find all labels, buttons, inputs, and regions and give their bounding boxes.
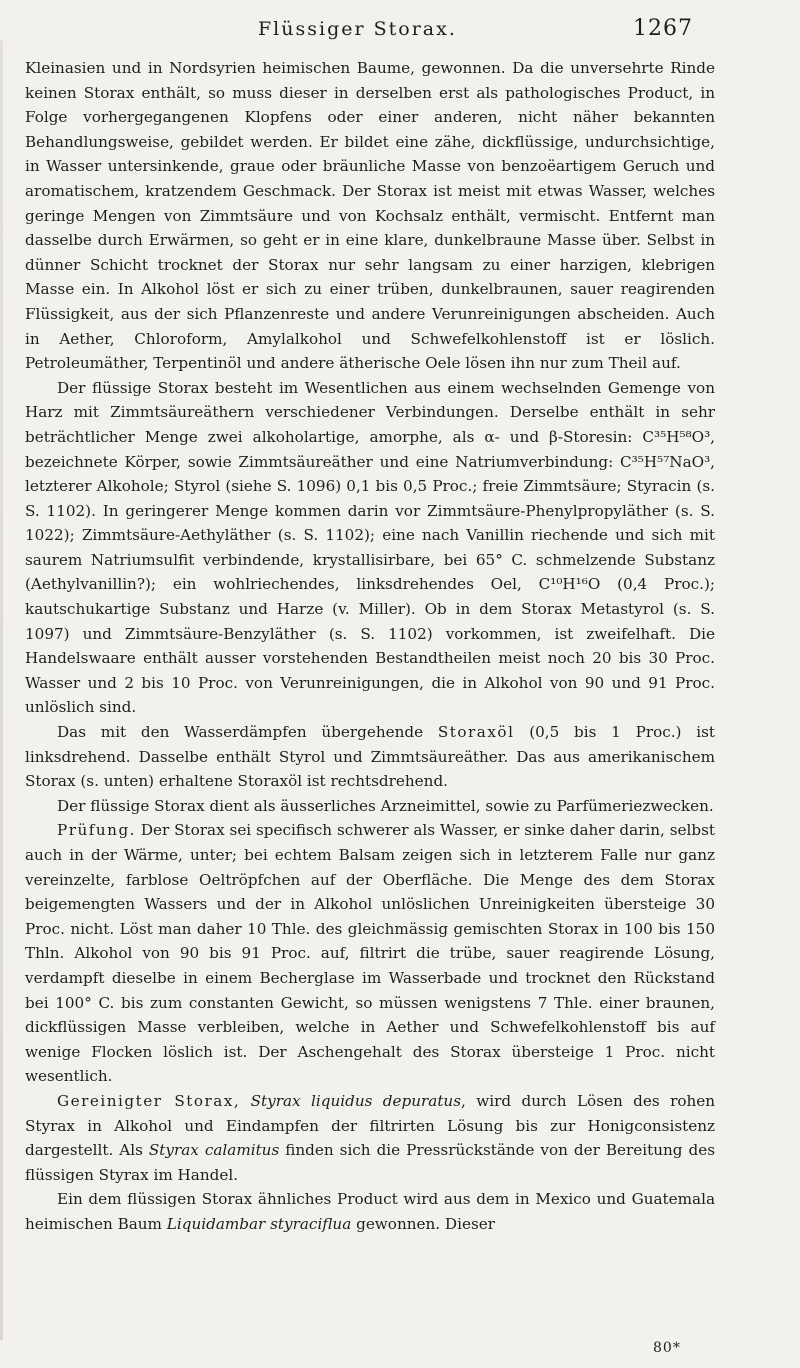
page-body [25, 56, 715, 1237]
page-header [0, 10, 800, 46]
running-title: Flüssiger Storax. [258, 18, 457, 40]
paragraph [25, 1187, 715, 1236]
paragraph [25, 818, 715, 1089]
page-number: 1267 [633, 16, 693, 41]
latin-name: Styrax liquidus depuratus [250, 1091, 462, 1110]
paragraph: Der flüssige Storax besteht im Wesentlichen aus einem wechselnden Gemenge von Harz mit Zimmtsäureäthern verschiedener Verbindungen. Derselbe enthält in sehr beträchtlicher Menge zwei alkoholartige, amorphe, als α- und β-Storesin: C³⁵H⁵⁸O³, bezeichnete Körper, sowie Zimmtsäureäther und eine Natriumverbindung: C³⁵H⁵⁷NaO³, letzterer Alkohole; Styrol (siehe S. 1096) 0,1 bis 0,5 Proc.; freie Zimmtsäure; Styracin (s. S. 1102). In geringerer Menge kommen darin vor Zimmtsäure-Phenylpropyläther (s. S. 1022); Zimmtsäure-Aethyläther (s. S. 1102); eine nach Vanillin riechende und sich mit saurem Natriumsulfit verbindende, krystallisirbare, bei 65° C. schmelzende Substanz (Aethylvanillin?); ein wohlriechendes, linksdrehendes Oel, C¹⁰H¹⁶O (0,4 Proc.); kautschukartige Substanz und Harze (v. Miller). Ob in dem Storax Metastyrol (s. S. 1097) und Zimmtsäure-Benzyläther (s. S. 1102) vorkommen, ist zweifelhaft. Die Handelswaare enthält ausser vorstehenden Bestandtheilen meist noch 20 bis 30 Proc. Wasser und 2 bis 10 Proc. von Verunreinigungen, die in Alkohol von 90 und 91 Proc. unlöslich sind. [25, 378, 715, 717]
text-run: gewonnen. Dieser [351, 1214, 495, 1233]
paragraph: Kleinasien und in Nordsyrien heimischen Baume, gewonnen. Da die unversehrte Rinde keinen Storax enthält, so muss dieser in derselben erst als pathologisches Product, in Folge vorhergegangenen Klopfens oder einer anderen, nicht näher bekannten Behandlungsweise, gebildet werden. Er bildet eine zähe, dickflüssige, undurchsichtige, in Wasser untersinkende, graue oder bräunliche Masse von benzoëartigem Geruch und aromatischem, kratzendem Geschmack. Der Storax ist meist mit etwas Wasser, welches geringe Mengen von Zimmtsäure und von Kochsalz enthält, vermischt. Entfernt man dasselbe durch Erwärmen, so geht er in eine klare, dunkelbraune Masse über. Selbst in dünner Schicht trocknet der Storax nur sehr langsam zu einer harzigen, klebrigen Masse ein. In Alkohol löst er sich zu einer trüben, dunkelbraunen, sauer reagirenden Flüssigkeit, aus der sich Pflanzenreste und andere Verunreinigungen abscheiden. Auch in Aether, Chloroform, Amylalkohol und Schwefelkohlenstoff ist er löslich. Petroleumäther, Terpentinöl und andere ätherische Oele lösen ihn nur zum Theil auf. [25, 59, 715, 373]
text-run: Der Storax sei specifisch schwerer als Wasser, er sinke daher darin, selbst auch in der Wärme, unter; bei echtem Balsam zeigen sich in letzterem Falle nur ganz vereinzelte, farblose Oeltröpfchen auf der Oberfläche. Die Menge des dem Storax beigemengten Wassers und der in Alkohol unlöslichen Unreinigkeiten übersteige 30 Proc. nicht. Löst man daher 10 Thle. des gleichmässig gemischten Storax in 100 bis 150 Thln. Alkohol von 90 bis 91 Proc. auf, filtrirt die trübe, sauer reagirende Lösung, verdampft dieselbe in einem Becherglase im Wasserbade und trocknet den Rückstand bei 100° C. bis zum constanten Gewicht, so müssen wenigstens 7 Thle. einer braunen, dickflüssigen Masse verbleiben, welche in Aether und Schwefelkohlenstoff bis auf wenige Flocken löslich ist. Der Aschengehalt des Storax übersteige 1 Proc. nicht wesentlich. [25, 821, 715, 1086]
text-run: finden sich die Pressrückstände von der Bereitung des flüssigen Styrax im Handel. [25, 1141, 715, 1184]
text-run: , wird durch Lösen des rohen Styrax in Alkohol und Eindampfen der filtrirten Lösung bis zur Honigconsistenz dargestellt. Als [25, 1091, 716, 1160]
text-run: Das mit den Wasserdämpfen übergehende [57, 723, 438, 742]
section-lead: Prüfung. [57, 821, 136, 840]
text-run: (0,5 bis 1 Proc.) ist linksdrehend. Dasselbe enthält Styrol und Zimmtsäureäther. Das aus amerikanischem Storax (s. unten) erhaltene Storaxöl ist rechtsdrehend. [25, 723, 715, 791]
section-lead: Gereinigter Storax, [57, 1091, 241, 1110]
paragraph [25, 720, 715, 794]
signature-mark: 80* [653, 1340, 681, 1356]
spaced-term: Storaxöl [437, 723, 515, 742]
text-run: Ein dem flüssigen Storax ähnliches Product wird aus dem in Mexico und Guatemala heimischen Baum [25, 1190, 715, 1233]
binding-shadow [0, 40, 3, 1340]
paragraph [25, 1089, 715, 1187]
paragraph: Der flüssige Storax dient als äusserliches Arzneimittel, sowie zu Parfümeriezwecken. [57, 796, 714, 815]
latin-name: Liquidambar styraciflua [166, 1214, 352, 1233]
latin-name: Styrax calamitus [148, 1141, 280, 1160]
